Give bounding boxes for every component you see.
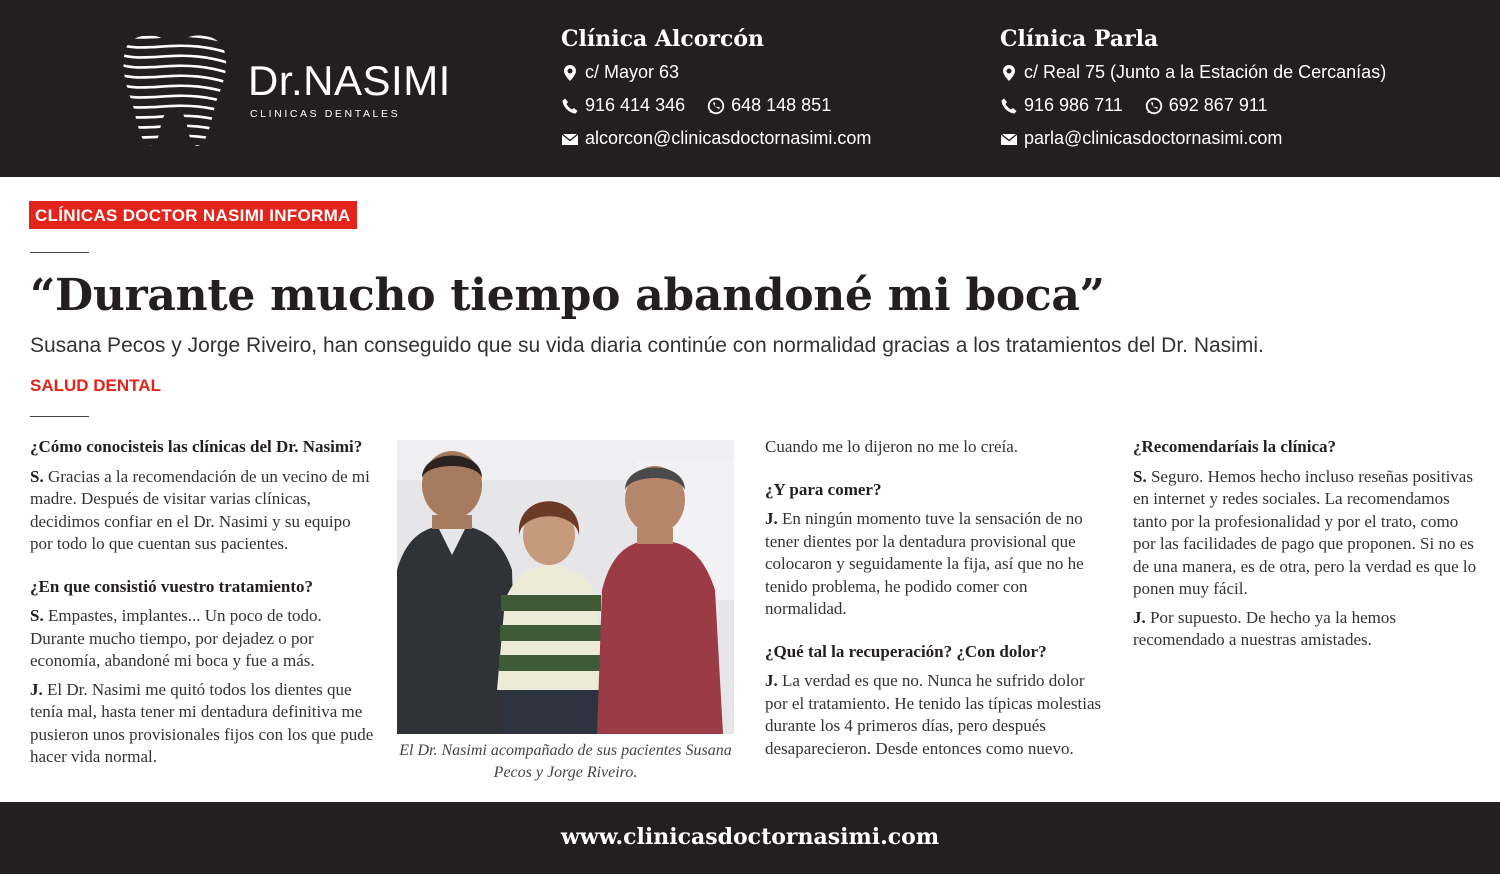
clinic-email-row	[1000, 122, 1386, 155]
clinic-address: c/ Real 75 (Junto a la Estación de Cercanías)	[1024, 62, 1387, 82]
answer-text: El Dr. Nasimi me quitó todos los dientes que tenía mal, hasta tener mi dentadura definitiva me pusieron unos provisionales fijos con los que pude hacer vida normal.	[30, 679, 374, 766]
answer	[1133, 466, 1478, 601]
phone-group	[561, 89, 685, 122]
question: ¿Qué tal la recuperación? ¿Con dolor?	[765, 641, 1047, 661]
photo-caption: El Dr. Nasimi acompañado de sus pacientes Susana Pecos y Jorge Riveiro.	[399, 742, 732, 781]
speaker: J.	[765, 509, 778, 528]
answer	[1133, 607, 1478, 652]
photo-illustration	[397, 440, 734, 734]
clinic-email-row	[561, 122, 871, 155]
article-column-1	[30, 436, 375, 775]
spacer	[765, 465, 1110, 479]
whatsapp-group	[1145, 89, 1268, 122]
headline: “Durante mucho tiempo abandoné mi boca”	[30, 270, 1105, 321]
phone-group	[1000, 89, 1123, 122]
answer	[30, 466, 375, 556]
clinic-phones-row	[561, 89, 871, 122]
spacer	[765, 627, 1110, 641]
article-column-3	[765, 436, 1110, 766]
divider	[30, 252, 89, 253]
answer	[30, 605, 375, 673]
paragraph: Cuando me lo dijeron no me lo creía.	[765, 437, 1019, 456]
question: ¿Y para comer?	[765, 479, 882, 499]
phone-link[interactable]: 916 414 346	[585, 95, 686, 115]
location-pin-icon	[1000, 64, 1018, 82]
spacer	[30, 562, 375, 576]
clinic-address: c/ Mayor 63	[585, 62, 680, 82]
header-bar	[0, 0, 1500, 177]
location-pin-icon	[561, 64, 579, 82]
speaker: J.	[30, 679, 43, 699]
email-link[interactable]: alcorcon@clinicasdoctornasimi.com	[585, 128, 872, 148]
question: ¿Cómo conocisteis las clínicas del Dr. Nasimi?	[30, 437, 363, 456]
patients-photo	[397, 440, 734, 734]
website-link[interactable]: www.clinicasdoctornasimi.com	[560, 824, 940, 850]
phone-icon	[561, 97, 579, 115]
speaker: S.	[30, 466, 44, 486]
question: ¿Recomendaríais la clínica?	[1133, 437, 1337, 456]
whatsapp-icon	[707, 97, 725, 115]
envelope-icon	[1000, 130, 1018, 148]
logo-name: Dr.NASIMI	[248, 57, 451, 104]
envelope-icon	[561, 130, 579, 148]
question: ¿En que consistió vuestro tratamiento?	[30, 576, 314, 596]
clinic-address-row	[561, 56, 871, 89]
answer-text: La verdad es que no. Nunca he sufrido dolor por el tratamiento. He tenido las típicas molestias durante los 4 primeros días, pero después desaparecieron. Desde entonces como nuevo.	[765, 671, 1102, 758]
whatsapp-link[interactable]: 692 867 911	[1168, 95, 1268, 115]
section-label: SALUD DENTAL	[30, 376, 161, 395]
answer	[30, 679, 375, 769]
subtitle: Susana Pecos y Jorge Riveiro, han conseguido que su vida diaria continúe con normalidad gracias a los tratamientos del Dr. Nasimi.	[30, 334, 1264, 357]
clinic-alcorcon	[561, 24, 871, 155]
phone-icon	[1000, 97, 1018, 115]
phone-link[interactable]: 916 986 711	[1024, 95, 1123, 115]
informa-tag: CLÍNICAS DOCTOR NASIMI INFORMA	[29, 201, 357, 229]
answer	[765, 670, 1110, 760]
answer	[765, 508, 1110, 621]
clinic-phones-row	[1000, 89, 1386, 122]
speaker: S.	[1133, 466, 1147, 486]
clinic-parla	[1000, 24, 1386, 155]
clinic-title: Clínica Alcorcón	[561, 26, 765, 52]
clinic-address-row	[1000, 56, 1386, 89]
speaker: J.	[765, 671, 778, 690]
speaker: J.	[1133, 607, 1146, 627]
article-column-4	[1133, 436, 1478, 658]
tooth-logo-icon	[118, 30, 230, 148]
answer-text: En ningún momento tuve la sensación de no tener dientes por la dentadura provisional que colocaron y seguidamente la fija, así que no he tenido problema, he podido comer con normalidad.	[765, 509, 1084, 618]
whatsapp-group	[707, 89, 831, 122]
speaker: S.	[30, 606, 44, 625]
divider	[30, 416, 89, 417]
logo-subtitle: CLINICAS DENTALES	[250, 108, 401, 120]
answer-text: Por supuesto. De hecho ya la hemos recomendado a nuestras amistades.	[1133, 607, 1396, 649]
footer-bar	[0, 802, 1500, 874]
whatsapp-link[interactable]: 648 148 851	[731, 95, 832, 115]
answer-text: Empastes, implantes... Un poco de todo. Durante mucho tiempo, por dejadez o por economía, abandoné mi boca y fue a más.	[30, 606, 322, 670]
clinic-title: Clínica Parla	[1000, 26, 1159, 52]
answer-text: Seguro. Hemos hecho incluso reseñas positivas en internet y redes sociales. La recomendamos tanto por la profesionalidad y por el trato, como por las facilidades de pago que proponen. Si no es de una manera, es de otra, pero la verdad es que lo ponen muy fácil.	[1133, 466, 1477, 598]
whatsapp-icon	[1145, 97, 1163, 115]
answer-text: Gracias a la recomendación de un vecino de mi madre. Después de visitar varias clínicas, decidimos confiar en el Dr. Nasimi y su equipo por todo lo que cuentan sus pacientes.	[30, 466, 370, 553]
email-link[interactable]: parla@clinicasdoctornasimi.com	[1024, 128, 1283, 148]
